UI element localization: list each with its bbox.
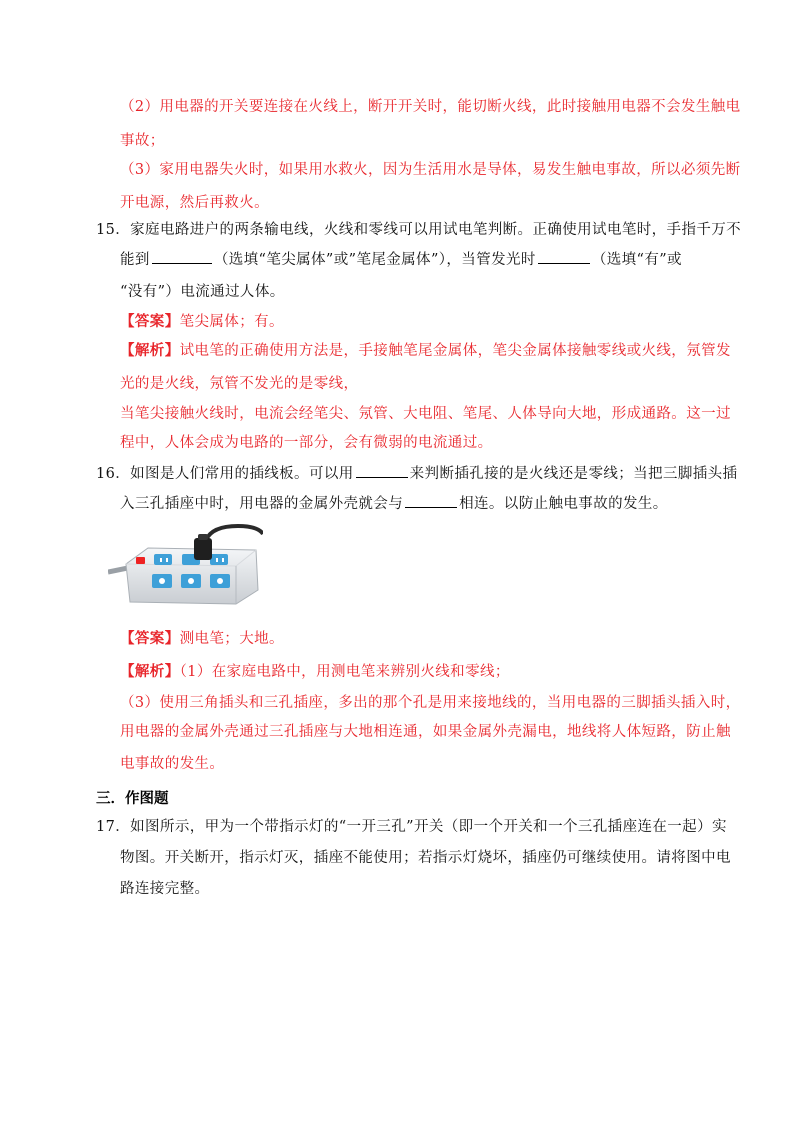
explanation-16-line-2: （3）使用三角插头和三孔插座，多出的那个孔是用来接地线的，当用电器的三脚插头插入时， (120, 695, 741, 711)
answer-blank (356, 463, 408, 478)
question-17-text-a: 如图所示，甲为一个带指示灯的“一开三孔”开关（即一个开关和一个三孔插座连在一起）实 (130, 819, 727, 835)
power-strip-illustration (108, 520, 263, 612)
question-16-text-a1: 如图是人们常用的插线板。可以用 (130, 466, 354, 482)
explanation-15-line-1 (120, 341, 731, 361)
question-15-text-b3: （选填“有”或 (591, 252, 682, 268)
question-15-text-b2: （选填“笔尖属体”或”笔尾金属体”），当管发光时 (213, 252, 536, 268)
explanation-16-text-a: （1）在家庭电路中，用测电笔来辨别火线和零线； (179, 664, 510, 680)
question-16-number: 16． (96, 466, 131, 482)
explanation-16-line-3: 用电器的金属外壳通过三孔插座与大地相连通，如果金属外壳漏电，地线将人体短路，防止触 (120, 724, 731, 740)
answer-15-text: 笔尖属体；有。 (179, 314, 284, 330)
explanation-15-line-2: 光的是火线，氖管不发光的是零线， (120, 376, 359, 392)
question-17-line-2: 物图。开关断开，指示灯灭，插座不能使用；若指示灯烧坏，插座仍可继续使用。请将图中电 (120, 850, 731, 866)
explanation-15-line-4: 程中，人体会成为电路的一部分，会有微弱的电流通过。 (120, 435, 493, 451)
answer-blank (152, 249, 212, 264)
explanation-16-line-1 (120, 662, 510, 682)
question-15-number: 15． (96, 222, 131, 238)
power-strip-image (108, 520, 263, 612)
question-16-line-2 (120, 493, 668, 514)
question-15-line-3: “没有”）电流通过人体。 (120, 284, 285, 300)
explanation-16-line-4: 电事故的发生。 (120, 756, 225, 772)
explanation-tag: 【解析】 (120, 663, 180, 680)
prev-explanation-line-2: （2）用电器的开关要连接在火线上，断开开关时，能切断火线，此时接触用电器不会发生触电 (120, 99, 741, 115)
prev-explanation-line-3-cont: 开电源，然后再救火。 (120, 195, 269, 211)
explanation-15-text-a: 试电笔的正确使用方法是，手接触笔尾金属体，笔尖金属体接触零线或火线，氖管发 (179, 343, 731, 359)
question-16-text-a2: 来判断插孔接的是火线还是零线；当把三脚插头插 (409, 466, 738, 482)
answer-blank (405, 493, 457, 508)
question-16-text-b2: 相连。以防止触电事故的发生。 (459, 496, 668, 512)
answer-tag: 【答案】 (120, 630, 180, 647)
prev-explanation-line-2-cont: 事故； (120, 133, 165, 149)
question-15-text-b1: 能到 (120, 252, 150, 268)
answer-16-text: 测电笔；大地。 (179, 631, 284, 647)
prev-explanation-line-3: （3）家用电器失火时，如果用水救火，因为生活用水是导体，易发生触电事故，所以必须先断 (120, 162, 741, 178)
question-17-line-1 (96, 817, 727, 837)
question-15-text-a: 家庭电路进户的两条输电线，火线和零线可以用试电笔判断。正确使用试电笔时，手指千万不 (130, 222, 742, 238)
question-15-line-2 (120, 249, 682, 270)
question-17-line-3: 路连接完整。 (120, 881, 210, 897)
answer-tag: 【答案】 (120, 313, 180, 330)
question-16-line-1 (96, 463, 737, 484)
answer-15 (120, 312, 284, 332)
question-16-text-b1: 入三孔插座中时，用电器的金属外壳就会与 (120, 496, 404, 512)
explanation-tag: 【解析】 (120, 342, 180, 359)
section-heading: 三．作图题 (96, 791, 169, 807)
answer-blank (538, 249, 590, 264)
explanation-15-line-3: 当笔尖接触火线时，电流会经笔尖、氖管、大电阻、笔尾、人体导向大地，形成通路。这一过 (120, 406, 731, 422)
question-15-line-1 (96, 220, 741, 240)
question-17-number: 17． (96, 819, 131, 835)
answer-16 (120, 629, 284, 649)
